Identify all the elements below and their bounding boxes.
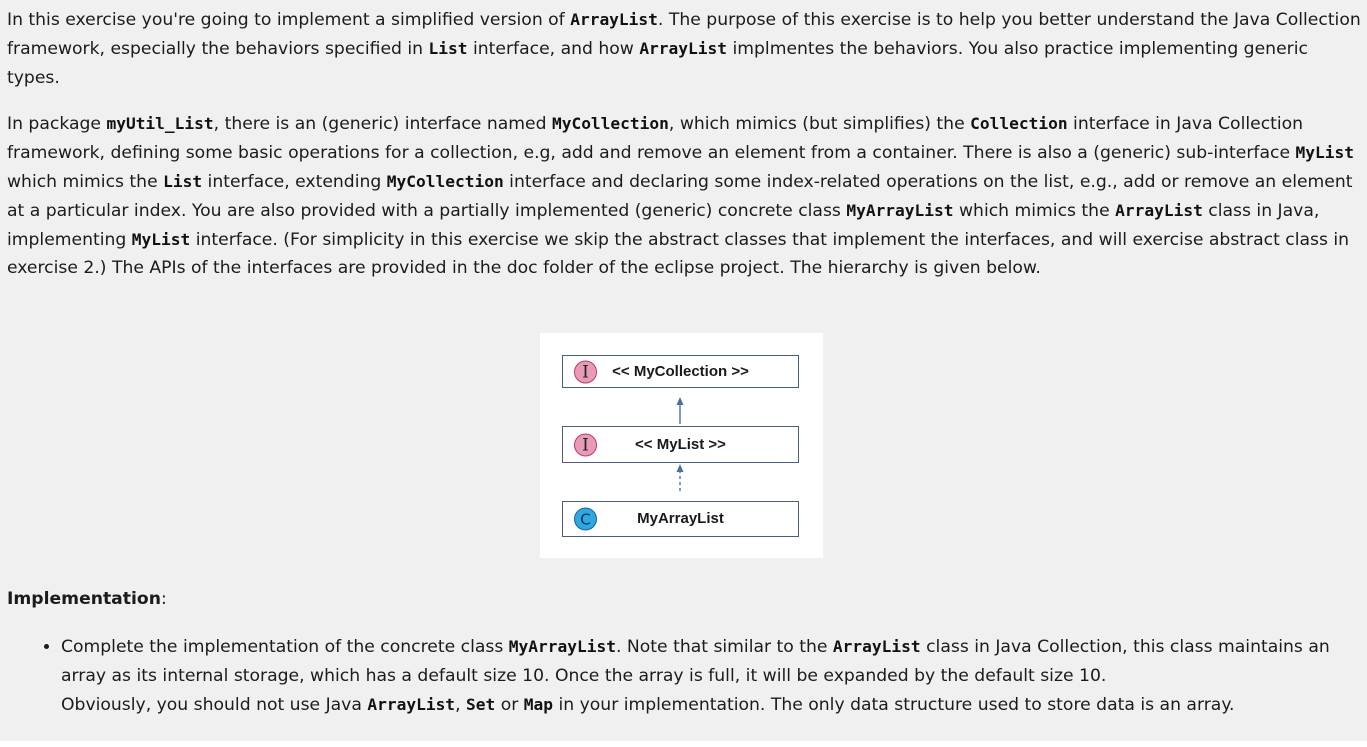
code-mycollection: MyCollection: [386, 171, 504, 191]
document-content: [7, 6, 1363, 283]
text: ,: [455, 694, 466, 715]
text: in your implementation. The only data structure used to store data is an array.: [553, 694, 1235, 715]
extends-arrow: [677, 397, 684, 424]
text: . Note that similar to the: [616, 637, 833, 657]
code-package: myUtil_List: [106, 114, 214, 134]
text: interface, and how: [467, 38, 640, 59]
text: , there is an (generic) interface named: [213, 114, 552, 135]
text: interface, extending: [202, 171, 387, 192]
implementation-list: [7, 633, 1363, 719]
interface-icon: I: [574, 360, 597, 383]
code-map: Map: [523, 694, 554, 714]
text: or: [495, 694, 524, 715]
list-item: [61, 633, 1363, 719]
text: . The purpose of this exercise is to help you better understand the Java Collection framework, especially the behaviors specified in: [7, 10, 1361, 59]
code-mylist: MyList: [131, 229, 191, 249]
text: interface. (For simplicity in this exercise we skip the abstract classes that implement the interfaces, and will exercise abstract class in exercise 2.) The APIs of the interfaces are provided in the doc folder of the eclipse project. The hierarchy is given below.: [7, 229, 1350, 279]
code-myarraylist: MyArrayList: [846, 200, 954, 220]
text: interface and declaring some index-related operations on the list, e.g., add or remove an element at a particular index. You are also provided with a partially implemented (generic) concrete class: [7, 171, 1353, 221]
text: class in Java, implementing: [7, 200, 1320, 250]
code-arraylist: ArrayList: [367, 694, 456, 714]
bottom-divider: [0, 741, 1367, 747]
node-label: MyArrayList: [637, 510, 724, 527]
text: In this exercise you're going to implement a simplified version of: [7, 10, 571, 30]
text: which mimics the: [953, 200, 1116, 221]
code-arraylist: ArrayList: [832, 637, 921, 656]
code-myarraylist: MyArrayList: [508, 637, 616, 656]
code-collection: Collection: [970, 114, 1068, 134]
package-paragraph: [7, 110, 1363, 283]
code-mylist: MyList: [1295, 143, 1354, 163]
code-set: Set: [466, 694, 496, 714]
intro-paragraph: [7, 6, 1363, 92]
code-arraylist: ArrayList: [639, 38, 728, 58]
text: Complete the implementation of the concrete class: [61, 637, 509, 657]
heading-text: Implementation: [7, 589, 161, 609]
text: :: [160, 589, 167, 609]
code-mycollection: MyCollection: [551, 114, 669, 134]
code-list: List: [163, 171, 203, 191]
text: class in Java Collection, this class maintains an array as its internal storage, which has a default size 10. Once the array is full, it will be expanded by the default size 10.: [61, 637, 1330, 686]
implementation-heading: [7, 585, 167, 614]
text: , which mimics (but simplifies) the: [668, 114, 971, 135]
node-label: << MyList >>: [635, 435, 726, 453]
implements-arrow: [677, 464, 684, 491]
text: In package: [7, 114, 107, 135]
node-label: << MyCollection >>: [612, 362, 749, 380]
text: interface in Java Collection framework, defining some basic operations for a collection, e.g, add and remove an element from a container. There is also a (generic) sub-interface: [7, 114, 1304, 164]
interface-icon: I: [574, 433, 597, 456]
text: Obviously, you should not use Java: [61, 694, 368, 715]
class-icon: C: [574, 508, 597, 531]
code-list: List: [428, 38, 468, 58]
code-arraylist: ArrayList: [1115, 200, 1203, 220]
code-arraylist: ArrayList: [570, 10, 658, 29]
text: which mimics the: [7, 171, 164, 192]
class-hierarchy-diagram: [540, 333, 823, 558]
hierarchy-arrows: [540, 333, 823, 558]
text: implmentes the behaviors. You also practice implementing generic types.: [7, 38, 1308, 88]
